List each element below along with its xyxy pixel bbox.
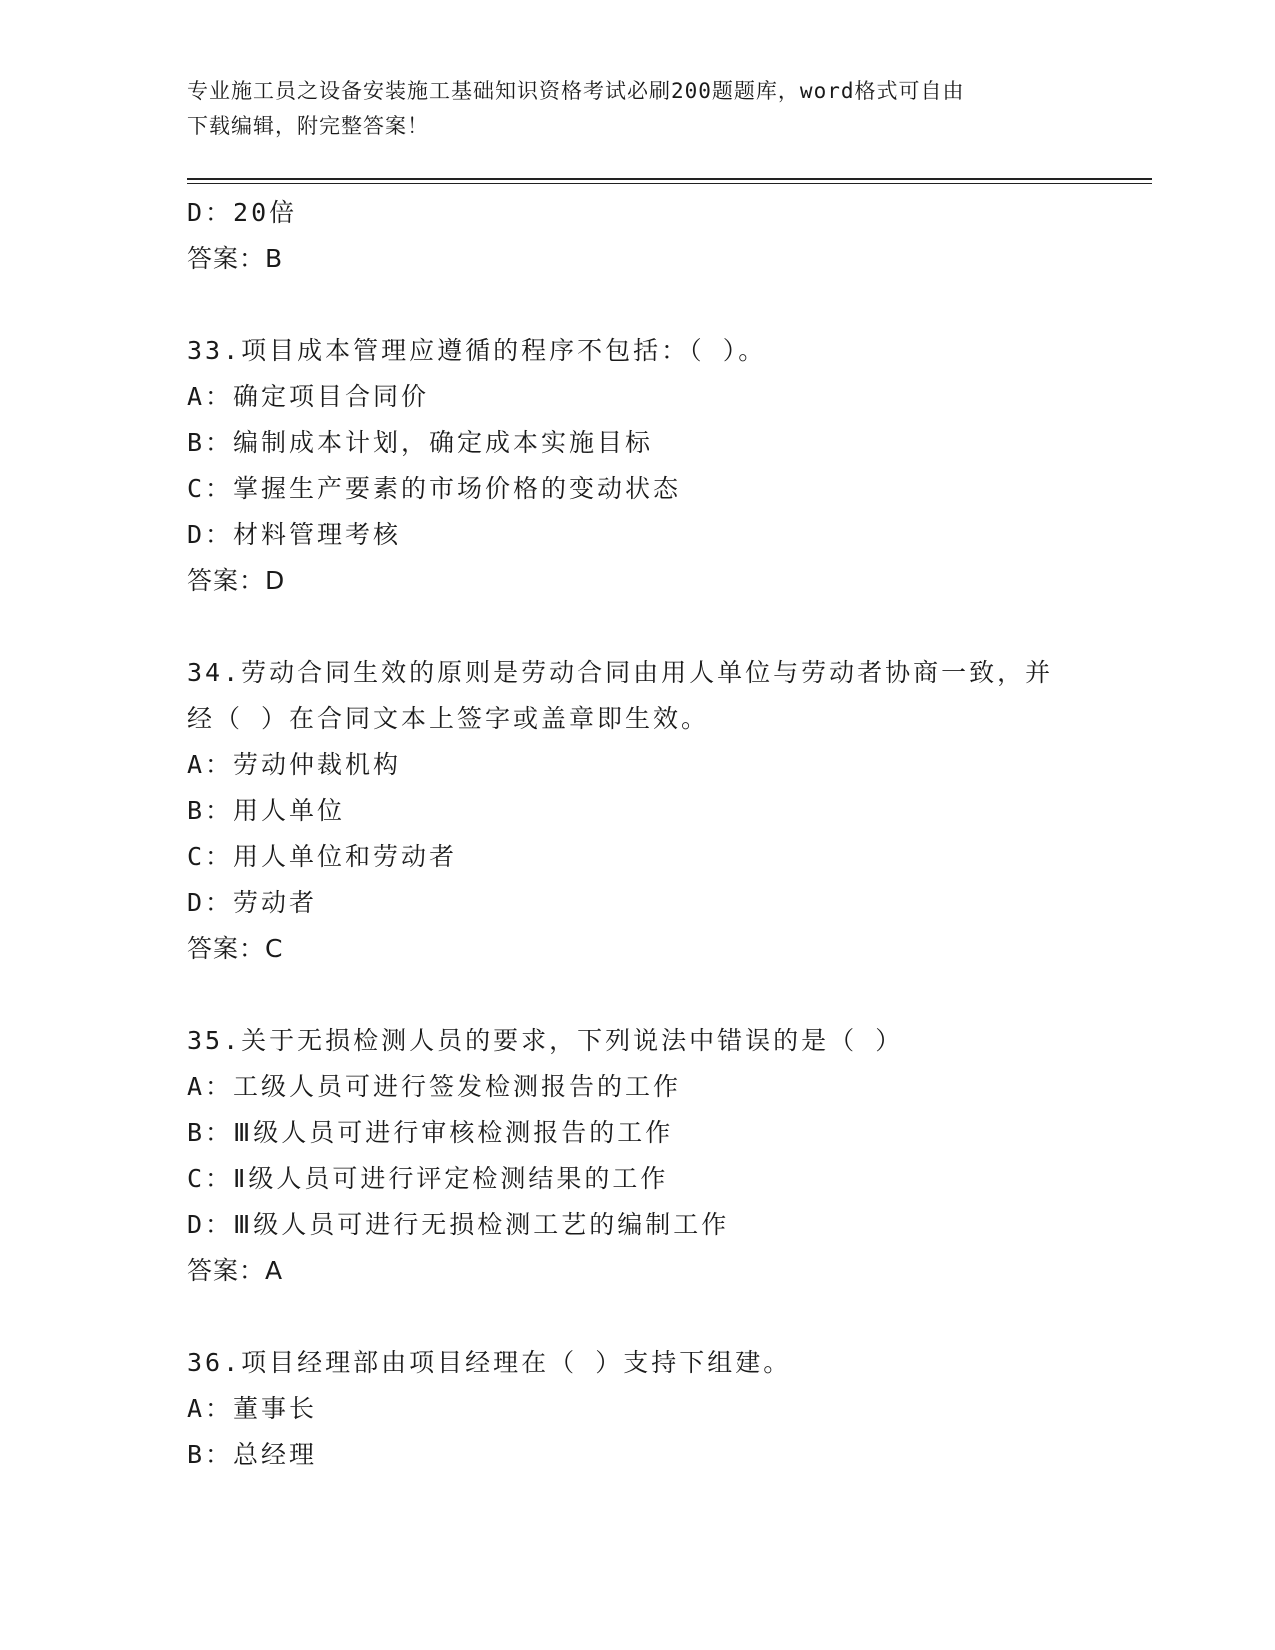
option-b: B：Ⅲ级人员可进行审核检测报告的工作 <box>187 1118 674 1147</box>
option-d: D：劳动者 <box>187 888 318 917</box>
question-35 <box>187 1018 1087 1294</box>
option-a: A：董事长 <box>187 1394 318 1423</box>
option-d: D：Ⅲ级人员可进行无损检测工艺的编制工作 <box>187 1210 730 1239</box>
option-c: C：掌握生产要素的市场价格的变动状态 <box>187 474 682 503</box>
header-line-1: 专业施工员之设备安装施工基础知识资格考试必刷200题题库，word格式可自由 <box>187 79 965 103</box>
question-stem: 35.关于无损检测人员的要求，下列说法中错误的是（ ） <box>187 1026 904 1055</box>
option-c: C：用人单位和劳动者 <box>187 842 458 871</box>
question-stem: 34.劳动合同生效的原则是劳动合同由用人单位与劳动者协商一致，并 <box>187 658 1054 687</box>
header-divider <box>187 178 1152 180</box>
option-d: D：材料管理考核 <box>187 520 402 549</box>
option-d: D：20倍 <box>187 198 298 227</box>
answer: 答案：A <box>187 1256 284 1285</box>
header-divider-thin <box>187 183 1152 184</box>
question-stem: 36.项目经理部由项目经理在（ ）支持下组建。 <box>187 1348 792 1377</box>
header-line-2: 下载编辑，附完整答案！ <box>187 114 429 138</box>
answer: 答案：B <box>187 244 284 273</box>
question-stem: 33.项目成本管理应遵循的程序不包括：（ ）。 <box>187 336 767 365</box>
question-34 <box>187 650 1087 972</box>
option-b: B：总经理 <box>187 1440 318 1469</box>
option-b: B：用人单位 <box>187 796 346 825</box>
question-stem-cont: 经（ ）在合同文本上签字或盖章即生效。 <box>187 704 710 733</box>
question-33 <box>187 328 1087 604</box>
option-c: C：Ⅱ级人员可进行评定检测结果的工作 <box>187 1164 669 1193</box>
answer: 答案：C <box>187 934 284 963</box>
document-header <box>187 74 1067 144</box>
answer: 答案：D <box>187 566 286 595</box>
question-36 <box>187 1340 1087 1478</box>
option-a: A：劳动仲裁机构 <box>187 750 402 779</box>
option-b: B：编制成本计划，确定成本实施目标 <box>187 428 654 457</box>
option-a: A：工级人员可进行签发检测报告的工作 <box>187 1072 682 1101</box>
option-a: A：确定项目合同价 <box>187 382 430 411</box>
question-list <box>187 190 1087 1478</box>
